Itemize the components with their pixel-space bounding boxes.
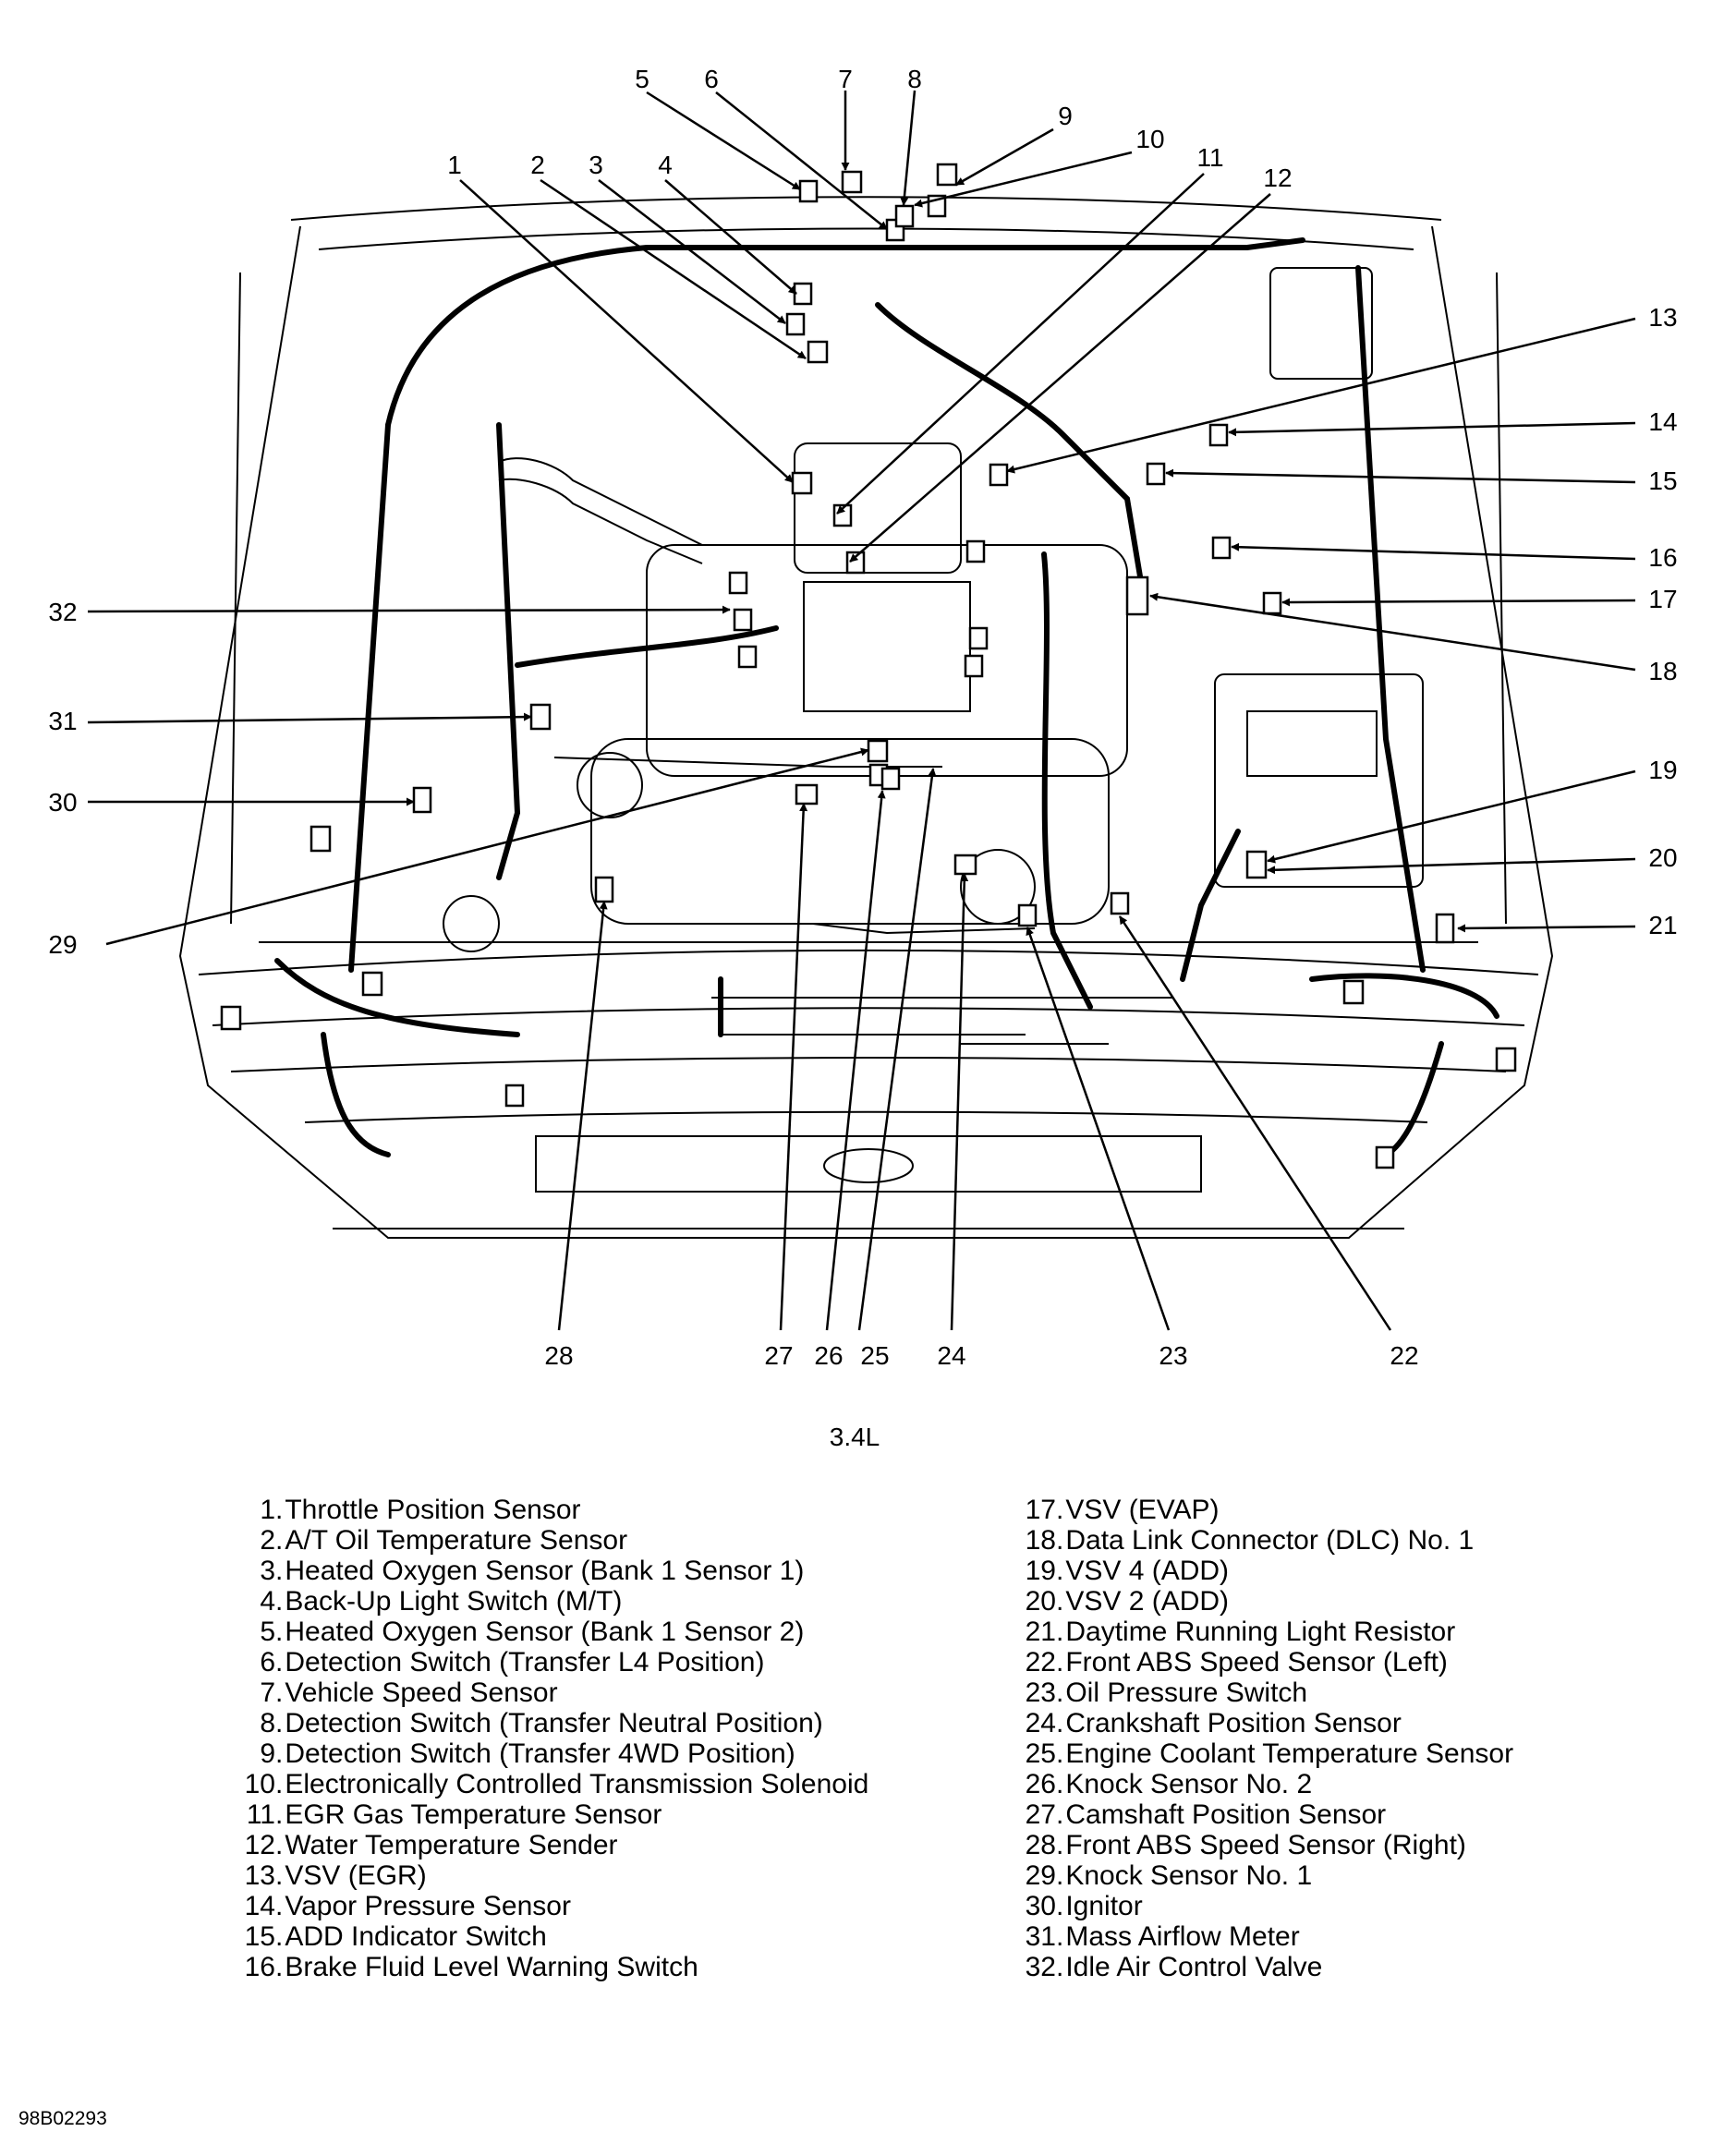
legend-item: 29 . Knock Sensor No. 1: [1002, 1860, 1513, 1891]
legend-item: 21 . Daytime Running Light Resistor: [1002, 1617, 1513, 1647]
callout-numbers: [48, 65, 1677, 1370]
legend-label: Oil Pressure Switch: [1065, 1678, 1308, 1708]
callout-17: 17: [1648, 585, 1678, 613]
legend-item: 13 . VSV (EGR): [222, 1860, 868, 1891]
legend-number: 22: [1025, 1647, 1056, 1678]
legend-label: Electronically Controlled Transmission Solenoid: [285, 1769, 869, 1799]
legend-number: 27: [1025, 1799, 1056, 1830]
legend-item: 25 . Engine Coolant Temperature Sensor: [1002, 1738, 1513, 1769]
legend-item: 15 . ADD Indicator Switch: [222, 1921, 868, 1952]
legend-number: 4: [260, 1586, 275, 1617]
legend-label: Mass Airflow Meter: [1065, 1921, 1300, 1952]
legend-label: Detection Switch (Transfer Neutral Position): [285, 1708, 823, 1738]
callout-1: 1: [447, 151, 462, 179]
callout-10: 10: [1135, 125, 1165, 153]
legend-item: 8 . Detection Switch (Transfer Neutral Position): [222, 1708, 868, 1738]
callout-16: 16: [1648, 543, 1678, 572]
legend-number: 12: [244, 1830, 275, 1860]
legend-label: VSV (EGR): [285, 1860, 427, 1891]
engine-caption: 3.4L: [829, 1423, 880, 1451]
legend-item: 11 . EGR Gas Temperature Sensor: [222, 1799, 868, 1830]
legend-number: 11: [246, 1799, 275, 1830]
callout-23: 23: [1159, 1341, 1188, 1370]
legend-number: 18: [1025, 1525, 1056, 1556]
legend-number: 15: [244, 1921, 275, 1952]
legend-label: Water Temperature Sender: [285, 1830, 618, 1860]
legend-number: 20: [1025, 1586, 1056, 1617]
legend-label: EGR Gas Temperature Sensor: [285, 1799, 662, 1830]
legend-item: 2 . A/T Oil Temperature Sensor: [222, 1525, 868, 1556]
legend-number: 9: [260, 1738, 275, 1769]
legend-item: 28 . Front ABS Speed Sensor (Right): [1002, 1830, 1513, 1860]
legend-label: Camshaft Position Sensor: [1065, 1799, 1387, 1830]
legend-item: 23 . Oil Pressure Switch: [1002, 1678, 1513, 1708]
legend-label: Detection Switch (Transfer L4 Position): [285, 1647, 765, 1678]
legend-label: Vapor Pressure Sensor: [285, 1891, 571, 1921]
callout-26: 26: [814, 1341, 844, 1370]
callout-8: 8: [907, 65, 922, 93]
legend-number: 6: [260, 1647, 275, 1678]
legend-label: Idle Air Control Valve: [1065, 1952, 1323, 1982]
legend-item: 22 . Front ABS Speed Sensor (Left): [1002, 1647, 1513, 1678]
legend-label: Knock Sensor No. 2: [1065, 1769, 1313, 1799]
legend-label: VSV 4 (ADD): [1065, 1556, 1230, 1586]
legend-item: 3 . Heated Oxygen Sensor (Bank 1 Sensor 1): [222, 1556, 868, 1586]
legend-item: 26 . Knock Sensor No. 2: [1002, 1769, 1513, 1799]
legend-item: 7 . Vehicle Speed Sensor: [222, 1678, 868, 1708]
callout-18: 18: [1648, 657, 1678, 685]
legend-label: Data Link Connector (DLC) No. 1: [1065, 1525, 1475, 1556]
callout-24: 24: [937, 1341, 966, 1370]
legend-label: VSV 2 (ADD): [1065, 1586, 1230, 1617]
vehicle-body-outline: [180, 197, 1552, 1238]
callout-7: 7: [838, 65, 853, 93]
callout-31: 31: [48, 707, 78, 735]
legend-item: 30 . Ignitor: [1002, 1891, 1513, 1921]
legend-item: 14 . Vapor Pressure Sensor: [222, 1891, 868, 1921]
legend-label: Engine Coolant Temperature Sensor: [1065, 1738, 1514, 1769]
legend-number: 23: [1025, 1678, 1056, 1708]
legend-number: 25: [1025, 1738, 1056, 1769]
legend-label: Back-Up Light Switch (M/T): [285, 1586, 623, 1617]
legend-number: 2: [260, 1525, 275, 1556]
legend-number: 16: [244, 1952, 275, 1982]
callout-19: 19: [1648, 756, 1678, 784]
callout-14: 14: [1648, 407, 1678, 436]
callout-15: 15: [1648, 466, 1678, 495]
legend-number: 14: [244, 1891, 275, 1921]
legend-number: 17: [1025, 1495, 1056, 1525]
callout-6: 6: [704, 65, 719, 93]
callout-32: 32: [48, 598, 78, 626]
callout-4: 4: [658, 151, 673, 179]
legend-item: 12 . Water Temperature Sender: [222, 1830, 868, 1860]
legend-number: 29: [1025, 1860, 1056, 1891]
legend-number: 3: [260, 1556, 275, 1586]
legend-column-right: [1002, 1495, 1513, 1982]
legend-item: 27 . Camshaft Position Sensor: [1002, 1799, 1513, 1830]
legend-item: 19 . VSV 4 (ADD): [1002, 1556, 1513, 1586]
legend-item: 20 . VSV 2 (ADD): [1002, 1586, 1513, 1617]
legend-item: 24 . Crankshaft Position Sensor: [1002, 1708, 1513, 1738]
legend-number: 21: [1025, 1617, 1056, 1647]
callout-9: 9: [1058, 102, 1073, 130]
legend-item: 17 . VSV (EVAP): [1002, 1495, 1513, 1525]
legend-item: 6 . Detection Switch (Transfer L4 Position): [222, 1647, 868, 1678]
callout-27: 27: [764, 1341, 794, 1370]
legend-item: 1 . Throttle Position Sensor: [222, 1495, 868, 1525]
legend-number: 32: [1025, 1952, 1056, 1982]
legend-label: Ignitor: [1065, 1891, 1143, 1921]
legend-number: 10: [244, 1769, 275, 1799]
callout-5: 5: [635, 65, 649, 93]
legend-number: 5: [260, 1617, 275, 1647]
legend-number: 1: [260, 1495, 275, 1525]
callout-3: 3: [589, 151, 603, 179]
legend-item: 32 . Idle Air Control Valve: [1002, 1952, 1513, 1982]
legend-number: 26: [1025, 1769, 1056, 1799]
callout-29: 29: [48, 930, 78, 959]
legend-label: Knock Sensor No. 1: [1065, 1860, 1313, 1891]
callout-11: 11: [1196, 143, 1224, 172]
legend-column-left: [222, 1495, 868, 1982]
legend-label: A/T Oil Temperature Sensor: [285, 1525, 628, 1556]
legend-item: 10 . Electronically Controlled Transmission Solenoid: [222, 1769, 868, 1799]
legend-label: ADD Indicator Switch: [285, 1921, 547, 1952]
legend-label: Brake Fluid Level Warning Switch: [285, 1952, 698, 1982]
callout-28: 28: [544, 1341, 574, 1370]
legend-item: 31 . Mass Airflow Meter: [1002, 1921, 1513, 1952]
legend-label: Daytime Running Light Resistor: [1065, 1617, 1456, 1647]
legend-number: 24: [1025, 1708, 1056, 1738]
legend-label: Front ABS Speed Sensor (Left): [1065, 1647, 1448, 1678]
legend-label: Crankshaft Position Sensor: [1065, 1708, 1402, 1738]
callout-22: 22: [1390, 1341, 1419, 1370]
legend-number: 31: [1025, 1921, 1056, 1952]
legend-number: 28: [1025, 1830, 1056, 1860]
callout-20: 20: [1648, 843, 1678, 872]
legend-number: 7: [260, 1678, 275, 1708]
legend-item: 4 . Back-Up Light Switch (M/T): [222, 1586, 868, 1617]
legend-item: 16 . Brake Fluid Level Warning Switch: [222, 1952, 868, 1982]
legend-number: 19: [1025, 1556, 1056, 1586]
legend-label: VSV (EVAP): [1065, 1495, 1220, 1525]
legend-number: 30: [1025, 1891, 1056, 1921]
legend-item: 9 . Detection Switch (Transfer 4WD Position): [222, 1738, 868, 1769]
legend-item: 18 . Data Link Connector (DLC) No. 1: [1002, 1525, 1513, 1556]
callout-21: 21: [1648, 911, 1678, 939]
legend-number: 13: [244, 1860, 275, 1891]
callout-13: 13: [1648, 303, 1678, 332]
legend-label: Vehicle Speed Sensor: [285, 1678, 558, 1708]
legend-label: Front ABS Speed Sensor (Right): [1065, 1830, 1466, 1860]
figure-code: 98B02293: [18, 2108, 107, 2129]
legend-label: Throttle Position Sensor: [285, 1495, 581, 1525]
callout-25: 25: [860, 1341, 890, 1370]
callout-2: 2: [530, 151, 545, 179]
callout-12: 12: [1263, 164, 1293, 192]
legend-label: Detection Switch (Transfer 4WD Position): [285, 1738, 795, 1769]
wiring-harness: [277, 240, 1497, 1155]
legend-number: 8: [260, 1708, 275, 1738]
legend-item: 5 . Heated Oxygen Sensor (Bank 1 Sensor 2): [222, 1617, 868, 1647]
legend-label: Heated Oxygen Sensor (Bank 1 Sensor 1): [285, 1556, 805, 1586]
legend-label: Heated Oxygen Sensor (Bank 1 Sensor 2): [285, 1617, 805, 1647]
callout-30: 30: [48, 788, 78, 817]
